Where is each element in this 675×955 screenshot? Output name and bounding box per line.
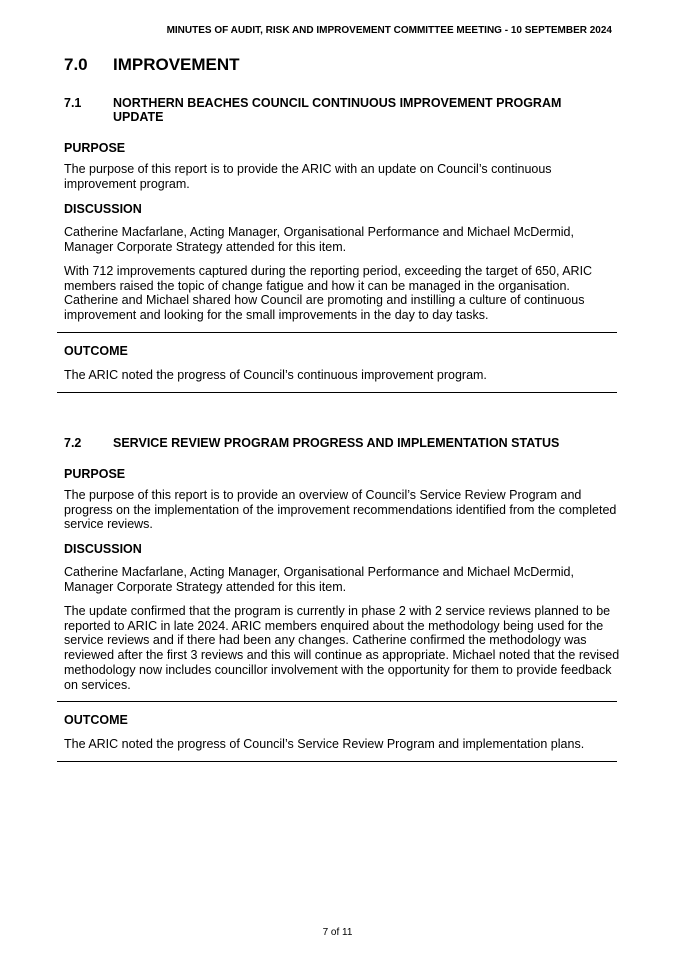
item-number: 7.1 [64,96,82,110]
discussion-paragraph: Catherine Macfarlane, Acting Manager, Organisational Performance and Michael McDermid, Manager Corporate Strategy attended for this item. [64,225,574,254]
purpose-heading: PURPOSE [64,467,126,481]
purpose-heading: PURPOSE [64,141,126,155]
outcome-text: The ARIC noted the progress of Council’s Service Review Program and implementation plans. [64,737,585,751]
divider [57,701,617,702]
item-title: SERVICE REVIEW PROGRAM PROGRESS AND IMPLEMENTATION STATUS [113,436,560,450]
page-number: 7 of 11 [322,927,353,938]
running-header: MINUTES OF AUDIT, RISK AND IMPROVEMENT COMMITTEE MEETING - 10 SEPTEMBER 2024 [166,25,612,36]
discussion-paragraph: Catherine Macfarlane, Acting Manager, Organisational Performance and Michael McDermid, Manager Corporate Strategy attended for this item. [64,565,574,594]
discussion-paragraph: With 712 improvements captured during the reporting period, exceeding the target of 650, ARIC members raised the topic of change fatigue and how it can be managed in the organisation. Catherine and Michael shared how Council are promoting and instilling a culture of continuous improvement and looking for the small improvements in the day to day tasks. [64,264,593,323]
divider [57,761,617,762]
divider [57,392,617,393]
purpose-text: The purpose of this report is to provide the ARIC with an update on Council’s continuous improvement program. [64,162,552,191]
discussion-paragraph: The update confirmed that the program is currently in phase 2 with 2 service reviews planned to be reported to ARIC in late 2024. ARIC members enquired about the methodology being used for the service reviews and if there had been any changes. Catherine confirmed the methodology was reviewed after the first 3 reviews and this will continue as appropriate. Michael noted that the revised methodology now includes councillor involvement with the opportunity for them to provide feedback on services. [64,604,620,692]
outcome-heading: OUTCOME [64,713,128,727]
divider [57,332,617,333]
purpose-text: The purpose of this report is to provide an overview of Council’s Service Review Program and progress on the implementation of the improvement recommendations identified from the completed service reviews. [64,488,617,532]
discussion-heading: DISCUSSION [64,542,142,556]
section-title: IMPROVEMENT [113,55,240,74]
outcome-text: The ARIC noted the progress of Council’s continuous improvement program. [64,368,487,382]
outcome-heading: OUTCOME [64,344,128,358]
section-number: 7.0 [64,55,88,74]
item-heading-7-2 [64,436,604,450]
item-number: 7.2 [64,436,82,450]
section-heading [64,55,240,75]
item-heading-7-1 [64,96,604,124]
discussion-heading: DISCUSSION [64,202,142,216]
item-title: NORTHERN BEACHES COUNCIL CONTINUOUS IMPROVEMENT PROGRAM UPDATE [113,96,562,124]
